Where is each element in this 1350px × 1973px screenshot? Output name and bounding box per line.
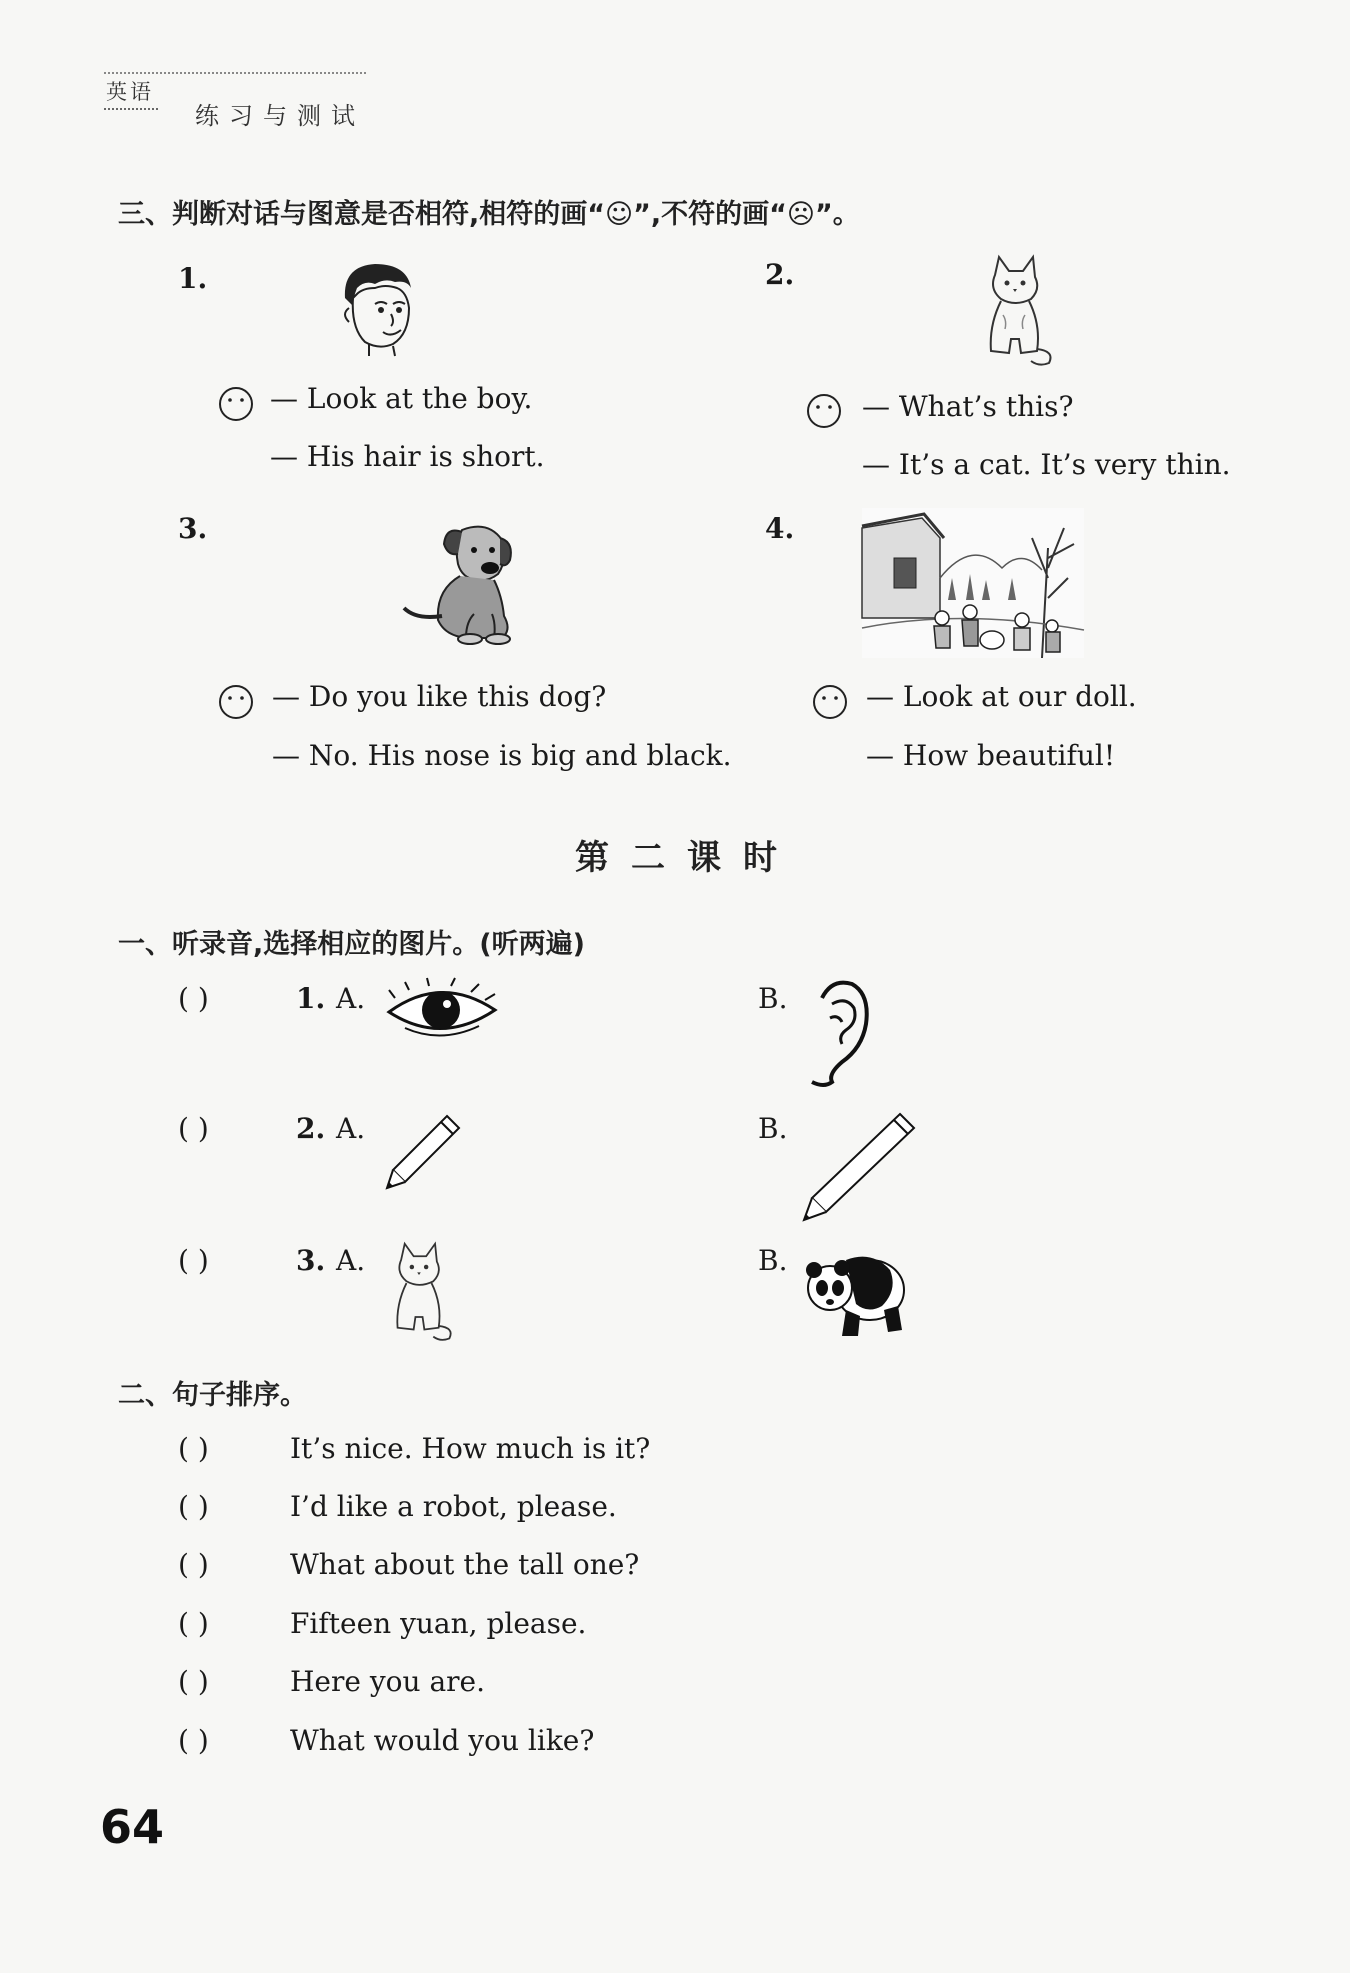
sentence-5: Here you are. [290, 1665, 486, 1698]
short-pencil-icon [383, 1110, 465, 1192]
section1-title: 一、听录音,选择相应的图片。(听两遍) [118, 929, 585, 960]
page-number: 64 [100, 1800, 165, 1854]
sentence-2: I’d like a robot, please. [290, 1490, 617, 1523]
lesson-title: 第二课时 [575, 838, 799, 878]
sentence-1: It’s nice. How much is it? [290, 1432, 651, 1465]
smiley-blank-icon[interactable] [218, 684, 254, 720]
option-b-label: B. [758, 982, 788, 1015]
section3-item1-line1: — Look at the boy. [270, 382, 533, 415]
header-subject: 英语 [104, 76, 158, 110]
section3-item4-line2: — How beautiful! [866, 739, 1116, 772]
section3-item3-number: 3. [178, 512, 208, 545]
smiley-blank-icon[interactable] [806, 393, 842, 429]
section3-item3-line1: — Do you like this dog? [272, 680, 607, 713]
option-b-label: B. [758, 1244, 788, 1277]
option-b-label: B. [758, 1112, 788, 1145]
section1-item3-number: 3. [296, 1244, 326, 1277]
boy-head-icon [335, 258, 420, 358]
section3-item2-line2: — It’s a cat. It’s very thin. [862, 448, 1231, 481]
section3-title: 三、判断对话与图意是否相符,相符的画“☺”,不符的画“☹”。 [118, 199, 860, 230]
section3-item1-line2: — His hair is short. [270, 440, 545, 473]
section3-item3-line2: — No. His nose is big and black. [272, 739, 732, 772]
header-rule [104, 72, 366, 74]
answer-blank[interactable]: ( ) [178, 1548, 209, 1581]
dog-icon [402, 520, 537, 645]
answer-blank[interactable]: ( ) [178, 1724, 209, 1757]
section1-item2-number: 2. [296, 1112, 326, 1145]
option-a-label: A. [336, 1244, 366, 1277]
section3-item2-number: 2. [765, 258, 795, 291]
sentence-6: What would you like? [290, 1724, 595, 1757]
answer-blank[interactable]: ( ) [178, 1112, 209, 1145]
option-a-label: A. [336, 982, 366, 1015]
panda-icon [802, 1240, 910, 1338]
cat-icon [975, 255, 1055, 367]
section3-item4-line1: — Look at our doll. [866, 680, 1137, 713]
section3-item1-number: 1. [178, 262, 208, 295]
sentence-4: Fifteen yuan, please. [290, 1607, 587, 1640]
section2-title: 二、句子排序。 [118, 1380, 307, 1411]
cat-icon [383, 1242, 455, 1342]
answer-blank[interactable]: ( ) [178, 1432, 209, 1465]
section3-item4-number: 4. [765, 512, 795, 545]
smiley-blank-icon[interactable] [812, 684, 848, 720]
section3-item2-line1: — What’s this? [862, 390, 1074, 423]
sentence-3: What about the tall one? [290, 1548, 640, 1581]
answer-blank[interactable]: ( ) [178, 982, 209, 1015]
long-pencil-icon [800, 1110, 920, 1222]
eye-icon [385, 980, 500, 1042]
answer-blank[interactable]: ( ) [178, 1665, 209, 1698]
ear-icon [802, 978, 872, 1090]
option-a-label: A. [336, 1112, 366, 1145]
answer-blank[interactable]: ( ) [178, 1607, 209, 1640]
snow-scene-icon [862, 508, 1084, 658]
answer-blank[interactable]: ( ) [178, 1244, 209, 1277]
section1-item1-number: 1. [296, 982, 326, 1015]
answer-blank[interactable]: ( ) [178, 1490, 209, 1523]
header-book-title: 练习与测试 [195, 102, 365, 130]
smiley-blank-icon[interactable] [218, 386, 254, 422]
